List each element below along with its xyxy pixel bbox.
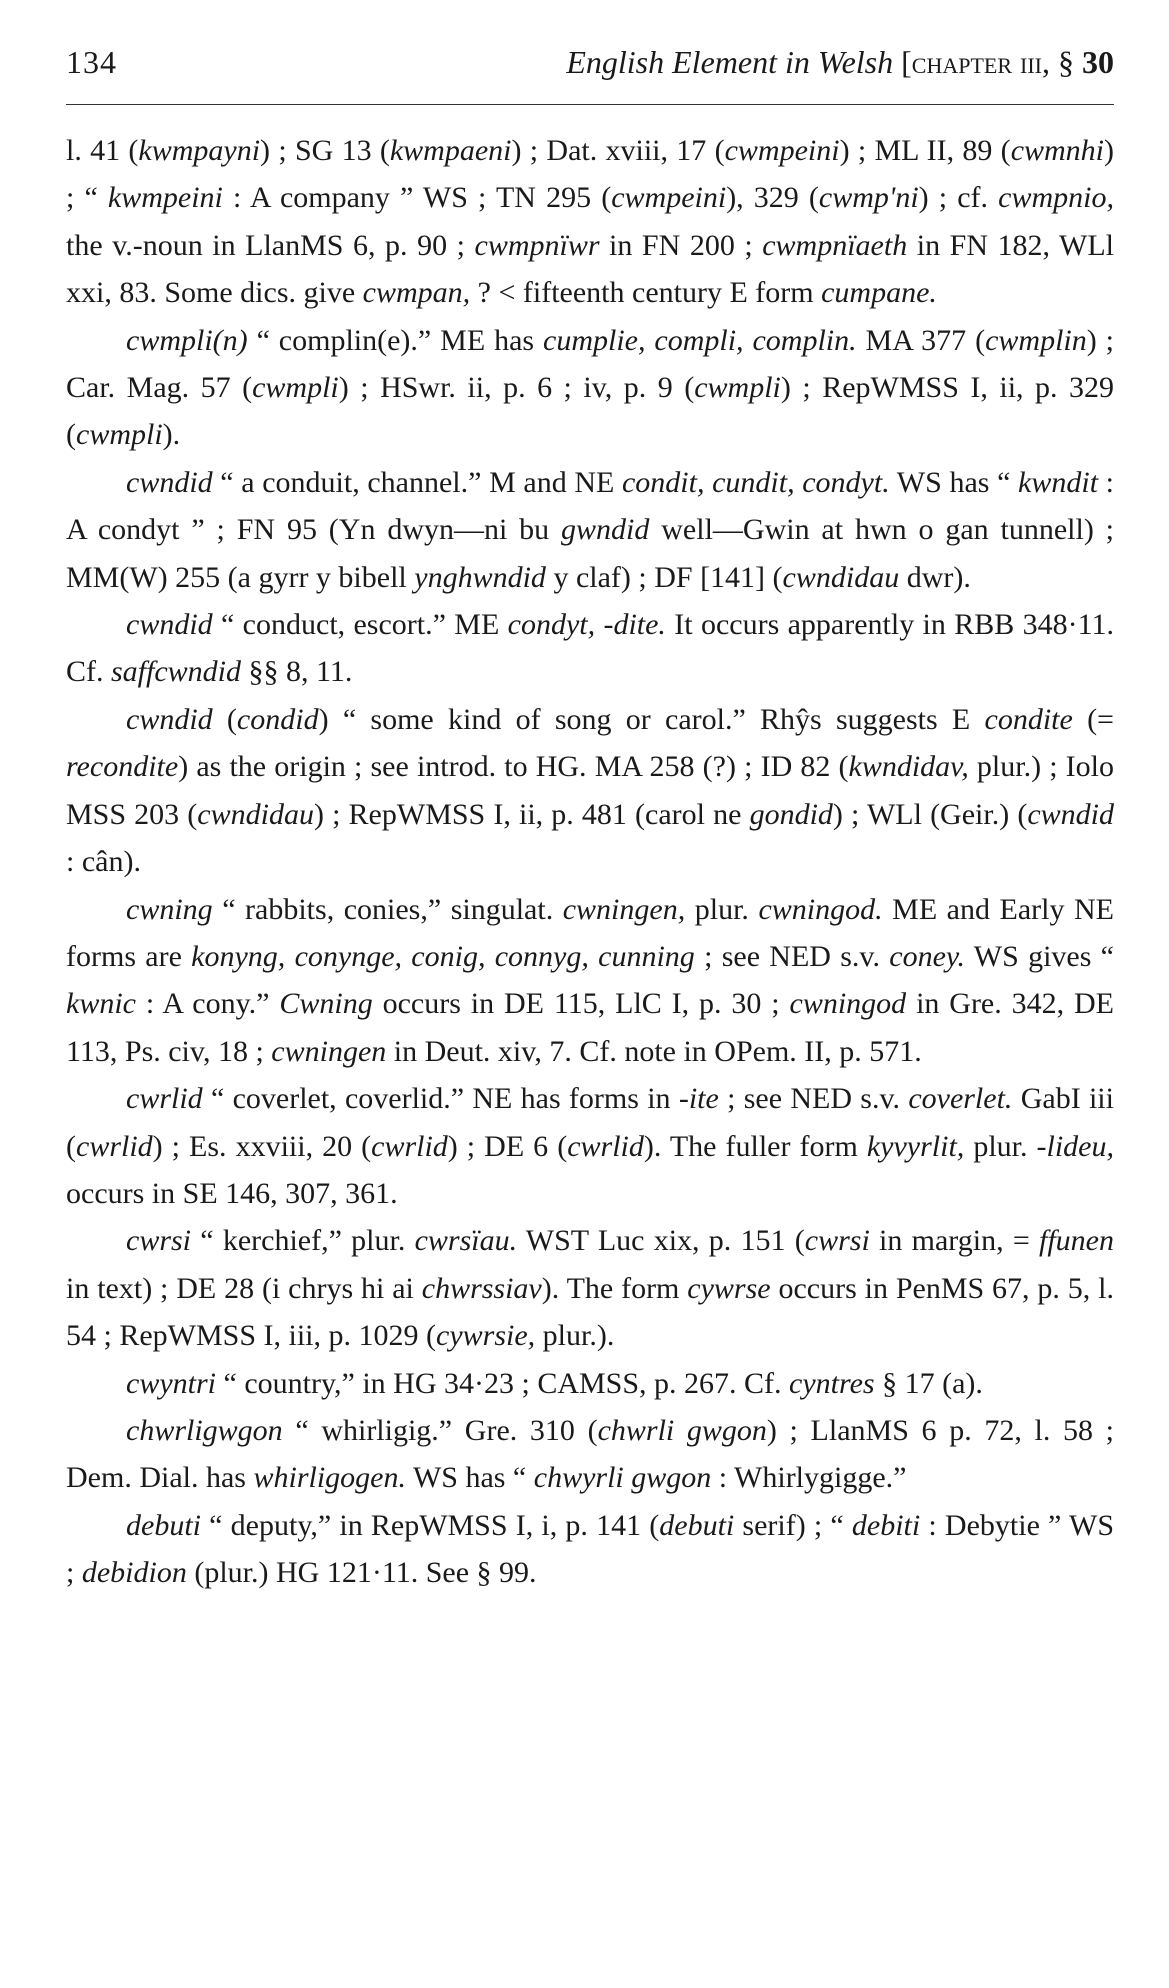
- entry-debuti: [66, 1502, 1114, 1597]
- text-run: : A condyt ” ; FN 95 (Yn dwyn—ni bu: [66, 465, 1115, 547]
- text-run: in Gre. 342, DE 113, Ps. civ, 18 ;: [66, 987, 1114, 1068]
- italic-term: kyvyrlit,: [866, 1129, 965, 1163]
- italic-term: chwrligwgon: [126, 1413, 283, 1447]
- text-run: : A cony.”: [135, 987, 280, 1021]
- text-run: “ a conduit, channel.” M and NE: [212, 465, 622, 499]
- italic-term: cwmpnio,: [998, 181, 1114, 215]
- text-run: “ conduct, escort.” ME: [212, 608, 508, 642]
- text-run: ) ; Es. xxviii, 20 (: [152, 1129, 372, 1163]
- text-run: § 17 (a).: [874, 1366, 983, 1400]
- italic-term: condit, cundit, condyt.: [621, 465, 890, 499]
- text-run: ) ; “: [66, 134, 1115, 215]
- italic-term: cwmp'ni: [818, 181, 919, 215]
- text-run: “ whirligig.” Gre. 310 (: [282, 1413, 598, 1447]
- italic-term: cwrlid: [126, 1082, 203, 1116]
- text-run: ) ; RepWMSS I, ii, p. 481 (carol ne: [313, 797, 750, 831]
- italic-term: cwmpnïaeth: [762, 228, 908, 262]
- text-run: ), 329 (: [726, 181, 819, 215]
- italic-term: saffcwndid: [111, 655, 242, 689]
- italic-term: kwmpayni: [138, 134, 261, 167]
- text-run: §§ 8, 11.: [241, 655, 353, 689]
- italic-term: ynghwndid: [414, 560, 546, 594]
- section-number: 30: [1082, 44, 1114, 80]
- text-run: ). The form: [541, 1271, 688, 1305]
- text-run: : A company ” WS ; TN 295 (: [222, 181, 612, 215]
- text-run: plur.) ; Iolo MSS 203 (: [66, 750, 1115, 831]
- text-run: WST Luc xix, p. 151 (: [517, 1224, 805, 1258]
- text-run: WS has “: [889, 465, 1019, 499]
- italic-term: cwrsi: [804, 1224, 870, 1258]
- italic-term: cwndid: [126, 465, 213, 499]
- italic-term: cumpane.: [821, 276, 937, 310]
- italic-term: cywrse: [687, 1271, 771, 1305]
- italic-term: coney.: [889, 939, 966, 973]
- italic-term: kwnic: [66, 987, 136, 1021]
- italic-term: kwmpaeni: [389, 134, 512, 167]
- dictionary-body: [66, 127, 1114, 1597]
- italic-term: cwndidau: [782, 560, 900, 594]
- book-title: English Element in Welsh: [566, 44, 894, 80]
- italic-term: cwningod: [789, 987, 907, 1021]
- text-run: “ complin(e).” ME has: [247, 323, 543, 357]
- italic-term: cwrsïau.: [414, 1224, 518, 1258]
- entry-cwndid-conduct: [66, 601, 1114, 696]
- text-run: occurs in DE 115, LlC I, p. 30 ;: [372, 987, 790, 1021]
- text-run: dwr).: [899, 560, 971, 594]
- page-number: 134: [66, 44, 117, 80]
- italic-term: debiti: [851, 1508, 921, 1542]
- italic-term: cwndid: [1027, 797, 1114, 831]
- chapter-label: chapter iii, §: [911, 44, 1082, 80]
- italic-term: cwmnhi: [1010, 134, 1105, 167]
- italic-term: cwmpan,: [362, 276, 471, 310]
- entry-cwrsi: [66, 1217, 1114, 1359]
- italic-term: cwndidau: [197, 797, 314, 831]
- text-run: It occurs apparently in RBB 348·11. Cf.: [66, 608, 1114, 689]
- italic-term: coverlet.: [908, 1082, 1013, 1116]
- text-run: well—Gwin at hwn o gan tunnell) ; MM(W) 255 (a gyrr y bibell: [66, 513, 1114, 594]
- text-run: “ coverlet, coverlid.” NE has forms in: [202, 1082, 679, 1116]
- italic-term: cwmplin: [985, 323, 1087, 357]
- text-run: in text) ; DE 28 (i chrys hi ai: [66, 1271, 422, 1305]
- italic-term: cwmpnïwr: [474, 228, 600, 262]
- text-run: “ deputy,” in RepWMSS I, i, p. 141 (: [201, 1508, 660, 1542]
- text-run: GabI iii (: [66, 1082, 1114, 1163]
- text-run: ) ; WLl (Geir.) (: [832, 797, 1028, 831]
- italic-term: chwrli gwgon: [597, 1413, 767, 1447]
- italic-term: cwmpeini: [724, 134, 840, 167]
- italic-term: cwrsi: [126, 1224, 192, 1258]
- text-run: plur.).: [535, 1319, 615, 1353]
- italic-term: cumplie, compli, complin.: [543, 323, 857, 357]
- entry-chwrligwgon: [66, 1407, 1114, 1502]
- italic-term: kwndidav,: [848, 750, 969, 784]
- italic-term: condite: [984, 702, 1073, 736]
- italic-term: -lideu,: [1036, 1129, 1114, 1163]
- text-run: occurs in PenMS 67, p. 5, l. 54 ; RepWMSS I, iii, p. 1029 (: [66, 1271, 1114, 1353]
- text-run: WS gives “: [965, 939, 1114, 973]
- text-run: ) ; Dat. xviii, 17 (: [511, 134, 725, 167]
- text-run: in FN 200 ;: [599, 228, 763, 262]
- italic-term: Cwning: [279, 987, 373, 1021]
- text-run: ? < fifteenth century E form: [470, 276, 822, 310]
- text-run: : cân).: [66, 845, 141, 879]
- text-run: ; see NED s.v.: [694, 939, 890, 973]
- entry-cwmplin: [66, 317, 1114, 459]
- italic-term: -ite: [678, 1082, 719, 1116]
- entry-cwndid-song: [66, 696, 1114, 886]
- italic-term: chwrssiav: [421, 1271, 542, 1305]
- italic-term: cyntres: [789, 1366, 875, 1400]
- text-run: l. 41 (: [66, 134, 139, 167]
- italic-term: cwndid: [126, 608, 213, 642]
- running-title: [566, 44, 1114, 81]
- italic-term: cwningen,: [562, 892, 686, 926]
- text-run: ) ; ML II, 89 (: [839, 134, 1011, 167]
- italic-term: cwningen: [271, 1034, 387, 1068]
- text-run: ) as the origin ; see introd. to HG. MA 258 (?) ; ID 82 (: [178, 750, 849, 784]
- italic-term: cwningod.: [758, 892, 883, 926]
- text-run: “ kerchief,” plur.: [191, 1224, 415, 1258]
- italic-term: condyt, -dite.: [507, 608, 666, 642]
- entry-cwning: [66, 886, 1114, 1076]
- text-run: plur.: [964, 1129, 1037, 1163]
- text-run: WS has “: [405, 1461, 534, 1495]
- italic-term: cwmpli: [694, 371, 781, 405]
- text-run: ) ; DE 6 (: [447, 1129, 568, 1163]
- italic-term: kwndit: [1018, 465, 1099, 499]
- text-run: ; see NED s.v.: [718, 1082, 909, 1116]
- italic-term: cwmpli: [252, 371, 339, 405]
- text-run: ) ; SG 13 (: [260, 134, 390, 167]
- running-header: [66, 44, 1114, 90]
- text-run: “ country,” in HG 34·23 ; CAMSS, p. 267. Cf.: [216, 1366, 790, 1400]
- italic-term: cwyntri: [126, 1366, 216, 1400]
- text-run: MA 377 (: [856, 323, 986, 357]
- italic-term: konyng, conynge, conig, connyg, cunning: [191, 939, 695, 973]
- text-run: serif) ; “: [734, 1508, 852, 1542]
- italic-term: cwndid: [126, 702, 213, 736]
- text-run: (: [212, 702, 237, 736]
- italic-term: recondite: [66, 750, 179, 784]
- text-run: ) “ some kind of song or carol.” Rhŷs suggests E: [318, 702, 985, 736]
- italic-term: kwmpeini: [107, 181, 223, 215]
- italic-term: cwrlid: [371, 1129, 448, 1163]
- italic-term: gondid: [749, 797, 833, 831]
- continued-paragraph: [66, 127, 1114, 317]
- italic-term: debuti: [659, 1508, 735, 1542]
- italic-term: cwmpeini: [611, 181, 727, 215]
- text-run: ) ; cf.: [918, 181, 999, 215]
- book-page: [66, 44, 1114, 1597]
- text-run: in FN 182, WLl xxi, 83. Some dics. give: [66, 228, 1114, 310]
- text-run: ). The fuller form: [643, 1129, 867, 1163]
- text-run: ).: [162, 418, 181, 452]
- header-rule: [66, 104, 1114, 105]
- text-run: y claf) ; DF [141] (: [545, 560, 783, 594]
- italic-term: chwyrli gwgon: [533, 1461, 712, 1495]
- text-run: the v.-noun in LlanMS 6, p. 90 ;: [66, 228, 475, 262]
- italic-term: cwrlid: [567, 1129, 644, 1163]
- text-run: occurs in SE 146, 307, 361.: [66, 1176, 398, 1210]
- italic-term: whirligogen.: [253, 1461, 406, 1495]
- text-run: ME and Early NE forms are: [66, 892, 1115, 973]
- italic-term: debuti: [126, 1508, 201, 1542]
- entry-cwrlid: [66, 1075, 1114, 1217]
- text-run: ) ; RepWMSS I, ii, p. 329 (: [66, 371, 1115, 452]
- text-run: ) ; LlanMS 6 p. 72, l. 58 ; Dem. Dial. has: [66, 1413, 1114, 1495]
- italic-term: cwmpli(n): [126, 323, 248, 357]
- text-run: plur.: [685, 892, 759, 926]
- chapter-bracket: [: [901, 44, 912, 80]
- text-run: ) ; Car. Mag. 57 (: [66, 323, 1114, 405]
- text-run: (plur.) HG 121·11. See § 99.: [186, 1556, 537, 1590]
- italic-term: cwning: [126, 892, 213, 926]
- italic-term: cwmpli: [76, 418, 163, 452]
- text-run: ) ; HSwr. ii, p. 6 ; iv, p. 9 (: [338, 371, 695, 405]
- italic-term: cwrlid: [76, 1129, 153, 1163]
- italic-term: cywrsie,: [436, 1319, 536, 1353]
- text-run: “ rabbits, conies,” singulat.: [212, 892, 563, 926]
- italic-term: condid: [236, 702, 319, 736]
- text-run: in Deut. xiv, 7. Cf. note in OPem. II, p. 571.: [386, 1034, 922, 1068]
- text-run: in margin, =: [869, 1224, 1039, 1258]
- entry-cwndid-conduit: [66, 459, 1114, 601]
- entry-cwyntri: [66, 1360, 1114, 1407]
- text-run: : Whirlygigge.”: [711, 1461, 907, 1495]
- italic-term: debidion: [81, 1556, 187, 1590]
- italic-term: gwndid: [561, 513, 650, 547]
- text-run: : Debytie ” WS ;: [66, 1508, 1115, 1590]
- text-run: (=: [1072, 702, 1114, 736]
- italic-term: ffunen: [1039, 1224, 1114, 1258]
